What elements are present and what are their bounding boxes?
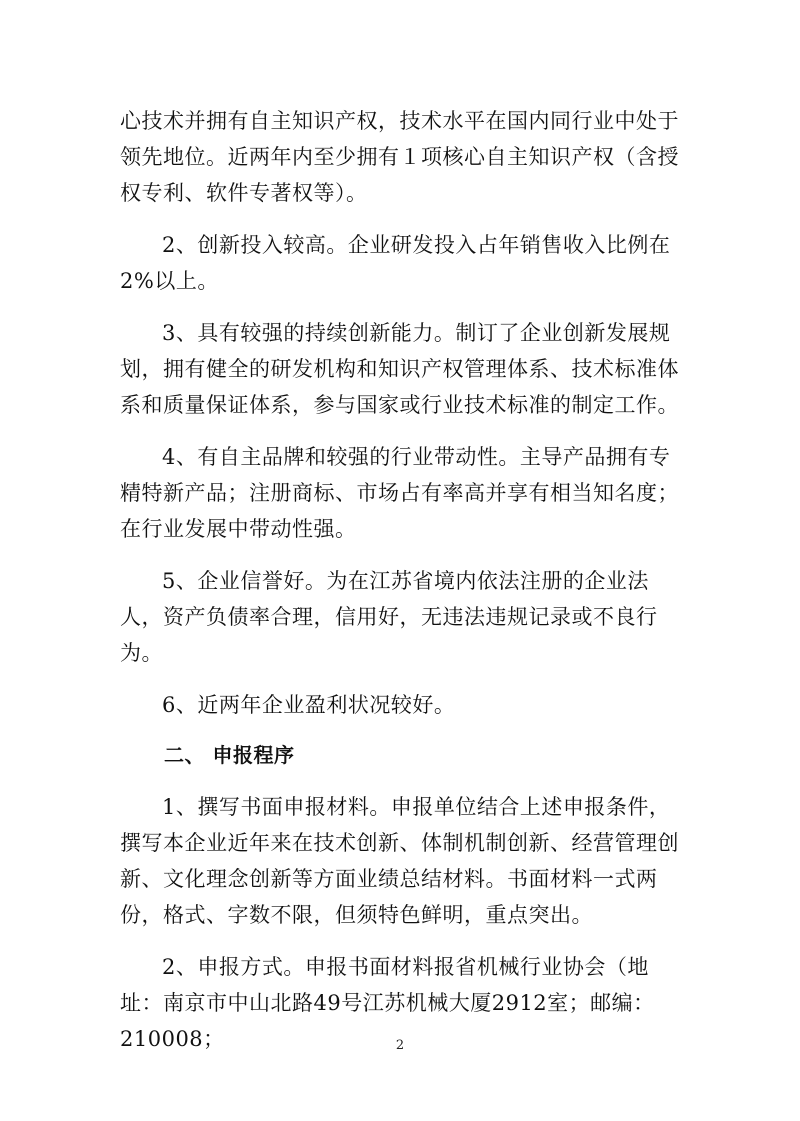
paragraph-procedure-2: 2、申报方式。申报书面材料报省机械行业协会（地址：南京市中山北路49号江苏机械大厦2912室；邮编：210008； [120,955,655,1051]
paragraph-item-2: 2、创新投入较高。企业研发投入占年销售收入比例在2%以上。 [120,233,671,293]
paragraph-continuation: 心技术并拥有自主知识产权，技术水平在国内同行业中处于领先地位。近两年内至少拥有１项核心自主知识产权（含授权专利、软件专著权等）。 [120,109,679,205]
paragraph-procedure-1: 1、撰写书面申报材料。申报单位结合上述申报条件，撰写本企业近年来在技术创新、体制机制创新、经营管理创新、文化理念创新等方面业绩总结材料。书面材料一式两份，格式、字数不限，但须特色鲜明，重点突出。 [120,795,679,927]
paragraph-item-6: 6、近两年企业盈利状况较好。 [162,693,456,717]
page-number: 2 [395,1038,405,1053]
section-heading: 二、 申报程序 [164,743,295,767]
paragraph-item-5: 5、企业信誉好。为在江苏省境内依法注册的企业法人，资产负债率合理，信用好，无违法违规记录或不良行为。 [120,569,658,665]
paragraph-item-4: 4、有自主品牌和较强的行业带动性。主导产品拥有专精特新产品；注册商标、市场占有率高并享有相当知名度；在行业发展中带动性强。 [120,445,679,541]
paragraph-item-3: 3、具有较强的持续创新能力。制订了企业创新发展规划，拥有健全的研发机构和知识产权管理体系、技术标准体系和质量保证体系，参与国家或行业技术标准的制定工作。 [120,321,679,417]
